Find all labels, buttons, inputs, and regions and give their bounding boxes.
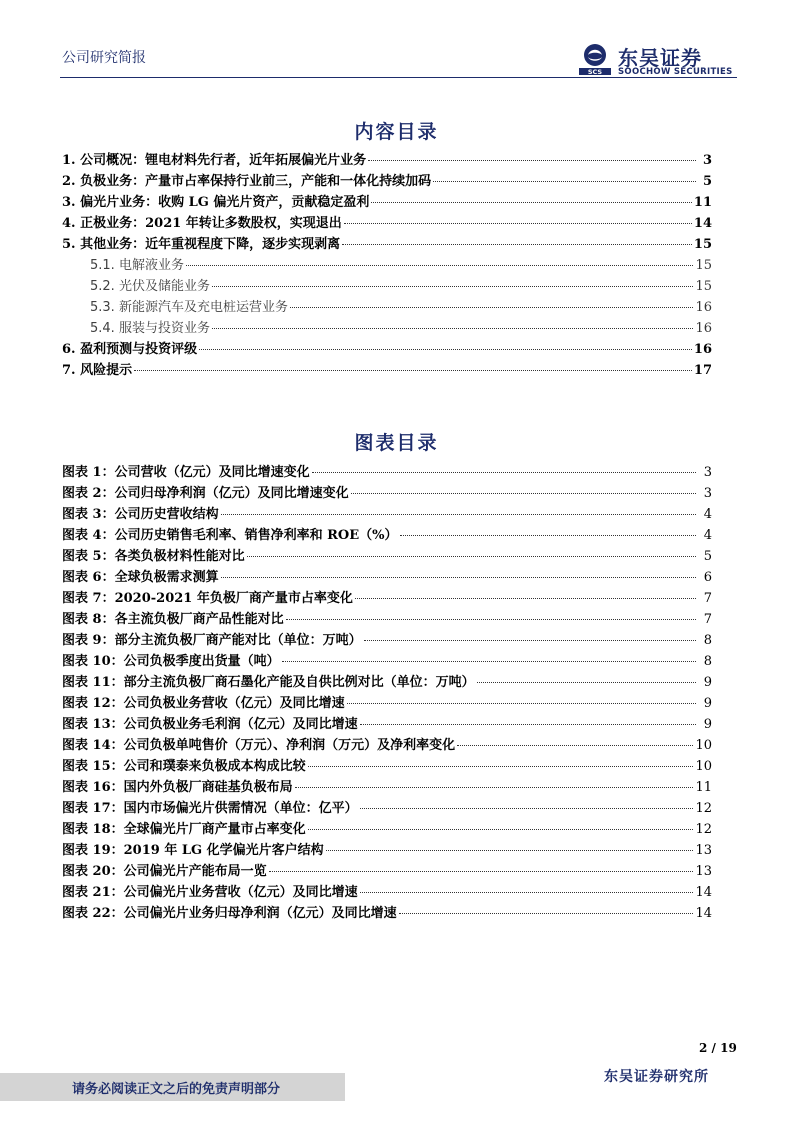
toc-item-text: 5. 其他业务：近年重视程度下降，逐步实现剥离 (62, 237, 341, 252)
figure-caption: 各类负极材料性能对比 (114, 549, 245, 564)
page-indicator: 2 / 19 (699, 1041, 737, 1055)
figure-item-page: 14 (695, 906, 712, 921)
figure-caption: 公司偏光片业务营收（亿元）及同比增速 (123, 885, 358, 900)
figure-label: 图表 10： (62, 654, 124, 669)
figure-item-text (62, 734, 455, 753)
figure-item-text (62, 461, 310, 480)
figure-caption: 公司负极业务毛利润（亿元）及同比增速 (123, 717, 358, 732)
leader-dots (308, 766, 694, 767)
figure-item[interactable] (62, 629, 712, 650)
figure-item-text (62, 797, 358, 816)
figure-item[interactable] (62, 818, 712, 839)
figure-item-page: 3 (703, 465, 712, 480)
figure-caption: 国内市场偏光片供需情况（单位：亿平） (123, 801, 358, 816)
figure-item[interactable] (62, 587, 712, 608)
figure-item-text (62, 755, 306, 774)
toc-item-page: 11 (693, 195, 712, 210)
figure-label: 图表 20： (62, 864, 124, 879)
toc-subitem[interactable] (62, 254, 712, 275)
firm-name: 东吴证券研究所 (604, 1069, 709, 1085)
toc-item[interactable] (62, 212, 712, 233)
figure-item-page: 13 (695, 843, 712, 858)
toc-item-text: 1. 公司概况：锂电材料先行者，近年拓展偏光片业务 (62, 153, 367, 168)
figure-item[interactable] (62, 524, 712, 545)
leader-dots (347, 703, 696, 704)
leader-dots (290, 307, 694, 308)
figure-label: 图表 17： (62, 801, 124, 816)
figure-label: 图表 16： (62, 780, 124, 795)
figure-label: 图表 5： (62, 549, 115, 564)
figure-item[interactable] (62, 713, 712, 734)
toc-item[interactable] (62, 338, 712, 359)
leader-dots (134, 370, 692, 371)
leader-dots (344, 223, 692, 224)
toc-item-text: 4. 正极业务：2021 年转让多数股权，实现退出 (62, 216, 342, 231)
figure-label: 图表 22： (62, 906, 124, 921)
figure-item[interactable] (62, 650, 712, 671)
leader-dots (282, 661, 696, 662)
leader-dots (364, 640, 696, 641)
leader-dots (221, 514, 696, 515)
leader-dots (477, 682, 696, 683)
figure-item[interactable] (62, 671, 712, 692)
figure-item-page: 3 (703, 486, 712, 501)
leader-dots (312, 472, 696, 473)
figure-item-page: 7 (703, 591, 712, 606)
figure-item[interactable] (62, 839, 712, 860)
leader-dots (360, 892, 694, 893)
toc-item-page: 16 (693, 342, 712, 357)
figure-item-page: 9 (703, 675, 712, 690)
figure-item[interactable] (62, 566, 712, 587)
toc-item[interactable] (62, 170, 712, 191)
toc-subitem[interactable] (62, 317, 712, 338)
figure-caption: 部分主流负极厂商产能对比（单位：万吨） (114, 633, 362, 648)
figure-label: 图表 15： (62, 759, 124, 774)
figure-caption: 部分主流负极厂商石墨化产能及自供比例对比（单位：万吨） (123, 675, 475, 690)
toc-item-text: 2. 负极业务：产量市占率保持行业前三，产能和一体化持续加码 (62, 174, 432, 189)
toc-item[interactable] (62, 191, 712, 212)
figure-caption: 2020-2021 年负极厂商产量市占率变化 (114, 591, 353, 606)
leader-dots (368, 160, 696, 161)
leader-dots (326, 850, 694, 851)
toc-item-text: 5.1. 电解液业务 (90, 258, 184, 273)
toc-title: 内容目录 (354, 121, 439, 143)
figure-item-page: 13 (695, 864, 712, 879)
toc-item-text: 7. 风险提示 (62, 363, 133, 378)
figure-item-text (62, 671, 475, 690)
figure-item[interactable] (62, 482, 712, 503)
figures-title: 图表目录 (354, 432, 439, 454)
figure-label: 图表 11： (62, 675, 124, 690)
figure-item[interactable] (62, 797, 712, 818)
figure-label: 图表 2： (62, 486, 115, 501)
leader-dots (400, 535, 697, 536)
leader-dots (286, 619, 696, 620)
figure-label: 图表 14： (62, 738, 124, 753)
figure-item-page: 12 (695, 822, 712, 837)
leader-dots (433, 181, 696, 182)
figure-item[interactable] (62, 860, 712, 881)
figure-caption: 公司负极单吨售价（万元）、净利润（万元）及净利率变化 (123, 738, 456, 753)
figure-label: 图表 21： (62, 885, 124, 900)
leader-dots (355, 598, 696, 599)
figure-item-page: 14 (695, 885, 712, 900)
figure-item-page: 9 (703, 717, 712, 732)
leader-dots (308, 829, 694, 830)
leader-dots (360, 808, 694, 809)
figure-caption: 2019 年 LG 化学偏光片客户结构 (123, 843, 324, 858)
figure-label: 图表 7： (62, 591, 115, 606)
figure-caption: 公司偏光片产能布局一览 (123, 864, 267, 879)
figure-item-text (62, 608, 284, 627)
figure-label: 图表 3： (62, 507, 115, 522)
figure-item[interactable] (62, 545, 712, 566)
header-divider (60, 77, 737, 78)
disclaimer-note: 请务必阅读正文之后的免责声明部分 (72, 1082, 281, 1097)
leader-dots (360, 724, 696, 725)
brand-block (578, 42, 738, 78)
figure-item[interactable] (62, 755, 712, 776)
figure-item-page: 5 (703, 549, 712, 564)
figure-item[interactable] (62, 608, 712, 629)
figure-label: 图表 13： (62, 717, 124, 732)
figure-caption: 全球负极需求测算 (114, 570, 219, 585)
figure-item-text (62, 818, 306, 837)
figure-item-text (62, 545, 245, 564)
toc-item-page: 17 (693, 363, 712, 378)
leader-dots (199, 349, 692, 350)
figure-item-text (62, 902, 397, 921)
toc-item-page: 15 (695, 258, 712, 273)
figure-item-text (62, 629, 362, 648)
figure-label: 图表 12： (62, 696, 124, 711)
figure-caption: 公司偏光片业务归母净利润（亿元）及同比增速 (123, 906, 397, 921)
leader-dots (351, 493, 696, 494)
figure-item-page: 10 (695, 738, 712, 753)
toc-item-page: 15 (695, 279, 712, 294)
figures-list (62, 461, 712, 923)
figure-item-page: 4 (703, 507, 712, 522)
figure-caption: 公司营收（亿元）及同比增速变化 (114, 465, 310, 480)
figure-item[interactable] (62, 692, 712, 713)
figure-caption: 公司归母净利润（亿元）及同比增速变化 (114, 486, 349, 501)
leader-dots (269, 871, 694, 872)
report-type-label: 公司研究简报 (62, 50, 146, 66)
figure-caption: 全球偏光片厂商产量市占率变化 (123, 822, 306, 837)
leader-dots (399, 913, 694, 914)
toc-item-page: 14 (693, 216, 712, 231)
figure-label: 图表 8： (62, 612, 115, 627)
toc-item-text: 5.2. 光伏及储能业务 (90, 279, 210, 294)
toc-item-page: 3 (702, 153, 712, 168)
toc-item-page: 16 (695, 321, 712, 336)
figure-caption: 各主流负极厂商产品性能对比 (114, 612, 284, 627)
figure-item-page: 9 (703, 696, 712, 711)
brand-name-cn: 东吴证券 (618, 46, 702, 70)
toc-item-page: 15 (693, 237, 712, 252)
figure-item-text (62, 482, 349, 501)
figure-item[interactable] (62, 503, 712, 524)
figure-item[interactable] (62, 734, 712, 755)
figure-item-page: 4 (703, 528, 712, 543)
leader-dots (212, 328, 694, 329)
figure-caption: 公司负极业务营收（亿元）及同比增速 (123, 696, 345, 711)
leader-dots (342, 244, 692, 245)
figure-label: 图表 19： (62, 843, 124, 858)
figure-caption: 公司和璞泰来负极成本构成比较 (123, 759, 306, 774)
figure-label: 图表 6： (62, 570, 115, 585)
figure-label: 图表 18： (62, 822, 124, 837)
leader-dots (295, 787, 694, 788)
toc-item-text: 6. 盈利预测与投资评级 (62, 342, 198, 357)
figure-label: 图表 1： (62, 465, 115, 480)
figure-item-page: 8 (703, 633, 712, 648)
toc-item-text: 5.3. 新能源汽车及充电桩运营业务 (90, 300, 288, 315)
brand-name-en: SOOCHOW SECURITIES (618, 67, 733, 77)
figure-item-text (62, 776, 293, 795)
leader-dots (212, 286, 694, 287)
toc-subitem[interactable] (62, 296, 712, 317)
toc-item-text: 3. 偏光片业务：收购 LG 偏光片资产，贡献稳定盈利 (62, 195, 370, 210)
figure-item[interactable] (62, 881, 712, 902)
leader-dots (371, 202, 692, 203)
figure-item-text (62, 566, 219, 585)
figure-item[interactable] (62, 776, 712, 797)
toc-list (62, 149, 712, 380)
figure-item[interactable] (62, 902, 712, 923)
brand-logo-icon (578, 42, 612, 76)
leader-dots (457, 745, 693, 746)
figure-caption: 公司历史销售毛利率、销售净利率和 ROE（%） (114, 528, 398, 543)
figure-caption: 国内外负极厂商硅基负极布局 (123, 780, 293, 795)
figure-item-page: 12 (695, 801, 712, 816)
figure-caption: 公司负极季度出货量（吨） (123, 654, 280, 669)
figure-item-text (62, 881, 358, 900)
toc-subitem[interactable] (62, 275, 712, 296)
figure-item-text (62, 713, 358, 732)
toc-item[interactable] (62, 359, 712, 380)
leader-dots (186, 265, 694, 266)
figure-label: 图表 4： (62, 528, 115, 543)
toc-item[interactable] (62, 233, 712, 254)
leader-dots (247, 556, 696, 557)
figure-item-text (62, 524, 398, 543)
figure-item-page: 10 (695, 759, 712, 774)
figure-item-page: 6 (703, 570, 712, 585)
figure-item-text (62, 503, 219, 522)
toc-item-page: 5 (702, 174, 712, 189)
figure-label: 图表 9： (62, 633, 115, 648)
figure-item-page: 8 (703, 654, 712, 669)
toc-item-page: 16 (695, 300, 712, 315)
figure-item-text (62, 839, 324, 858)
toc-item-text: 5.4. 服装与投资业务 (90, 321, 210, 336)
figure-caption: 公司历史营收结构 (114, 507, 219, 522)
figure-item[interactable] (62, 461, 712, 482)
figure-item-text (62, 650, 280, 669)
figure-item-page: 7 (703, 612, 712, 627)
figure-item-text (62, 692, 345, 711)
figure-item-text (62, 860, 267, 879)
toc-item[interactable] (62, 149, 712, 170)
figure-item-text (62, 587, 353, 606)
figure-item-page: 11 (695, 780, 712, 795)
leader-dots (221, 577, 696, 578)
svg-text:SCS: SCS (587, 68, 603, 76)
